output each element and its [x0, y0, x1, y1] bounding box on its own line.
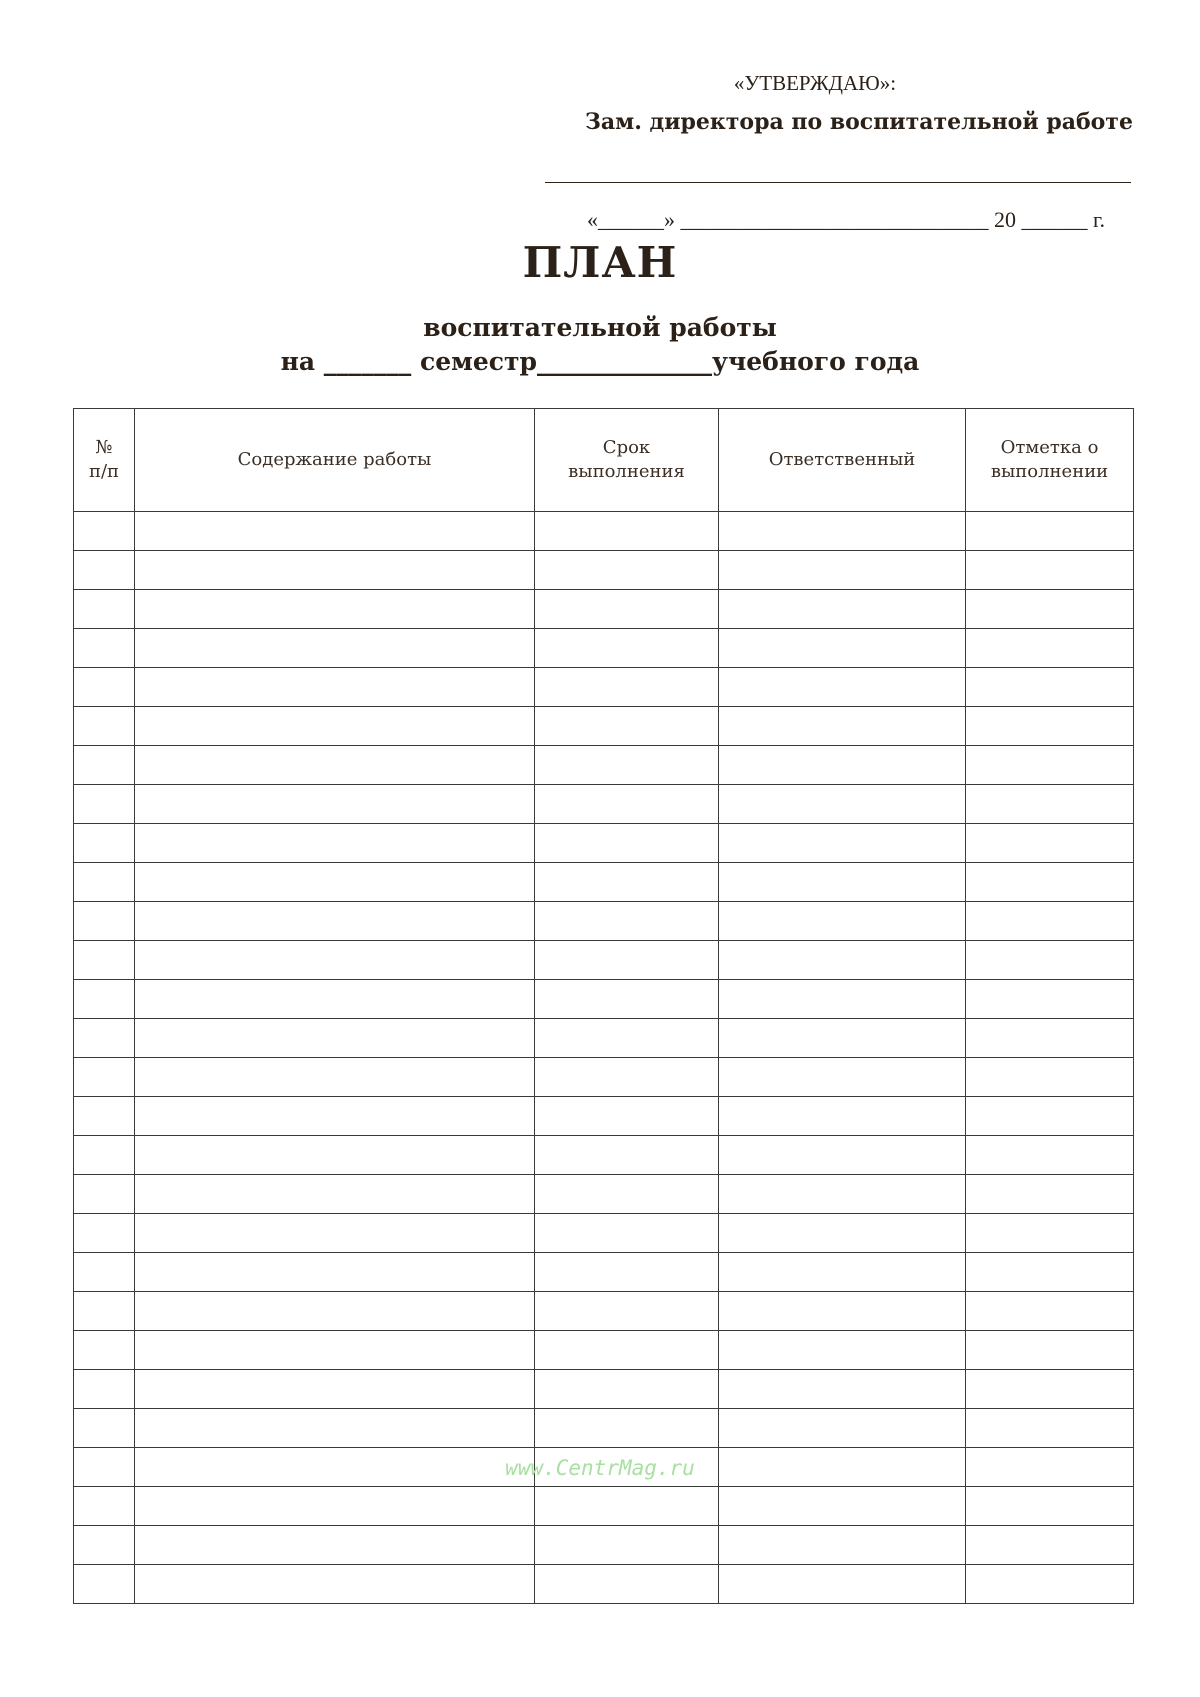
table-row — [74, 941, 1134, 980]
table-cell[interactable] — [74, 1019, 135, 1058]
table-cell[interactable] — [135, 1526, 535, 1565]
table-cell[interactable] — [74, 902, 135, 941]
table-row — [74, 1175, 1134, 1214]
table-cell[interactable] — [719, 590, 966, 629]
table-cell[interactable] — [135, 1214, 535, 1253]
table-cell[interactable] — [535, 1292, 719, 1331]
table-cell[interactable] — [135, 785, 535, 824]
header-number-line1: № — [95, 437, 113, 458]
table-cell[interactable] — [966, 785, 1134, 824]
table-cell[interactable] — [135, 1370, 535, 1409]
table-cell[interactable] — [535, 1565, 719, 1604]
table-cell[interactable] — [535, 785, 719, 824]
table-cell[interactable] — [535, 1097, 719, 1136]
header-mark-line1: Отметка о — [1000, 437, 1099, 458]
table-cell[interactable] — [74, 1253, 135, 1292]
table-cell[interactable] — [74, 707, 135, 746]
table-cell[interactable] — [966, 1487, 1134, 1526]
table-cell[interactable] — [719, 707, 966, 746]
table-cell[interactable] — [966, 512, 1134, 551]
table-cell[interactable] — [966, 668, 1134, 707]
table-row — [74, 980, 1134, 1019]
table-cell[interactable] — [74, 668, 135, 707]
table-cell[interactable] — [719, 1058, 966, 1097]
table-cell[interactable] — [719, 668, 966, 707]
table-cell[interactable] — [74, 551, 135, 590]
table-row — [74, 746, 1134, 785]
table-row — [74, 629, 1134, 668]
table-cell[interactable] — [74, 1526, 135, 1565]
table-cell[interactable] — [535, 551, 719, 590]
table-cell[interactable] — [719, 785, 966, 824]
table-header-row — [74, 409, 1134, 512]
table-cell[interactable] — [719, 746, 966, 785]
table-cell[interactable] — [135, 824, 535, 863]
table-cell[interactable] — [74, 1370, 135, 1409]
table-cell[interactable] — [966, 980, 1134, 1019]
table-cell[interactable] — [966, 1370, 1134, 1409]
table-cell[interactable] — [74, 863, 135, 902]
table-cell[interactable] — [966, 1058, 1134, 1097]
table-cell[interactable] — [135, 1097, 535, 1136]
table-cell[interactable] — [74, 1058, 135, 1097]
watermark: www.CentrMag.ru — [505, 1456, 695, 1480]
table-cell[interactable] — [719, 1565, 966, 1604]
table-row — [74, 785, 1134, 824]
table-cell[interactable] — [135, 746, 535, 785]
table-row — [74, 1292, 1134, 1331]
table-cell[interactable] — [719, 824, 966, 863]
table-cell[interactable] — [74, 785, 135, 824]
table-cell[interactable] — [719, 1097, 966, 1136]
header-number — [74, 409, 135, 512]
table-cell[interactable] — [719, 1136, 966, 1175]
table-cell[interactable] — [74, 1487, 135, 1526]
plan-table — [73, 408, 1134, 1604]
table-row — [74, 1526, 1134, 1565]
table-cell[interactable] — [966, 1097, 1134, 1136]
table-cell[interactable] — [966, 629, 1134, 668]
table-cell[interactable] — [719, 1019, 966, 1058]
table-cell[interactable] — [966, 863, 1134, 902]
table-cell[interactable] — [966, 1565, 1134, 1604]
table-cell[interactable] — [719, 902, 966, 941]
approval-position: Зам. директора по воспитательной работе — [585, 109, 1133, 135]
header-responsible: Ответственный — [719, 409, 966, 512]
table-cell[interactable] — [966, 1175, 1134, 1214]
table-cell[interactable] — [719, 512, 966, 551]
table-row — [74, 707, 1134, 746]
header-content: Содержание работы — [135, 409, 535, 512]
table-cell[interactable] — [966, 902, 1134, 941]
table-cell[interactable] — [535, 1175, 719, 1214]
table-row — [74, 1136, 1134, 1175]
table-cell[interactable] — [74, 1565, 135, 1604]
table-cell[interactable] — [74, 1409, 135, 1448]
table-cell[interactable] — [719, 1214, 966, 1253]
table-cell[interactable] — [74, 512, 135, 551]
table-cell[interactable] — [535, 902, 719, 941]
table-cell[interactable] — [135, 1058, 535, 1097]
table-cell[interactable] — [719, 1292, 966, 1331]
table-cell[interactable] — [719, 941, 966, 980]
table-cell[interactable] — [535, 707, 719, 746]
table-cell[interactable] — [135, 512, 535, 551]
table-row — [74, 551, 1134, 590]
table-cell[interactable] — [966, 590, 1134, 629]
table-cell[interactable] — [74, 629, 135, 668]
table-cell[interactable] — [135, 1487, 535, 1526]
table-cell[interactable] — [966, 824, 1134, 863]
table-cell[interactable] — [135, 1136, 535, 1175]
table-cell[interactable] — [966, 746, 1134, 785]
table-cell[interactable] — [74, 1136, 135, 1175]
table-cell[interactable] — [719, 1370, 966, 1409]
table-cell[interactable] — [535, 1058, 719, 1097]
table-cell[interactable] — [966, 941, 1134, 980]
table-cell[interactable] — [719, 1409, 966, 1448]
table-cell[interactable] — [535, 863, 719, 902]
table-cell[interactable] — [74, 1331, 135, 1370]
table-cell[interactable] — [535, 746, 719, 785]
table-cell[interactable] — [535, 668, 719, 707]
table-row — [74, 1253, 1134, 1292]
header-mark — [966, 409, 1134, 512]
table-cell[interactable] — [535, 1019, 719, 1058]
document-subtitle: воспитательной работы — [423, 313, 777, 342]
table-cell[interactable] — [535, 629, 719, 668]
table-cell[interactable] — [719, 1331, 966, 1370]
table-cell[interactable] — [135, 1292, 535, 1331]
table-cell[interactable] — [74, 1214, 135, 1253]
table-cell[interactable] — [535, 980, 719, 1019]
table-row — [74, 512, 1134, 551]
table-cell[interactable] — [135, 1175, 535, 1214]
table-cell[interactable] — [535, 1409, 719, 1448]
table-cell[interactable] — [535, 824, 719, 863]
table-cell[interactable] — [135, 1331, 535, 1370]
table-row — [74, 668, 1134, 707]
table-cell[interactable] — [966, 1409, 1134, 1448]
table-cell[interactable] — [966, 1136, 1134, 1175]
table-cell[interactable] — [966, 707, 1134, 746]
table-cell[interactable] — [719, 1253, 966, 1292]
approval-date-line: «______» ____________________________ 20 ______ г. — [587, 207, 1106, 232]
table-cell[interactable] — [135, 1253, 535, 1292]
semester-line: на _______ семестр______________учебного года — [280, 347, 920, 376]
table-row — [74, 1097, 1134, 1136]
table-cell[interactable] — [135, 707, 535, 746]
table-cell[interactable] — [135, 1565, 535, 1604]
table-body — [74, 512, 1134, 1604]
table-cell[interactable] — [74, 824, 135, 863]
table-cell[interactable] — [135, 941, 535, 980]
table-cell[interactable] — [719, 980, 966, 1019]
table-row — [74, 863, 1134, 902]
table-cell[interactable] — [535, 1526, 719, 1565]
table-row — [74, 1019, 1134, 1058]
header-deadline-line2: выполнения — [568, 461, 685, 482]
table-cell[interactable] — [719, 863, 966, 902]
table-cell[interactable] — [535, 1253, 719, 1292]
table-row — [74, 590, 1134, 629]
table-cell[interactable] — [535, 590, 719, 629]
table-row — [74, 1565, 1134, 1604]
header-deadline-line1: Срок — [602, 437, 651, 458]
table-cell[interactable] — [74, 590, 135, 629]
table-row — [74, 1058, 1134, 1097]
table-cell[interactable] — [74, 1175, 135, 1214]
table-cell[interactable] — [966, 1253, 1134, 1292]
table-cell[interactable] — [719, 629, 966, 668]
table-cell[interactable] — [719, 1175, 966, 1214]
table-cell[interactable] — [966, 551, 1134, 590]
approval-heading: «УТВЕРЖДАЮ»: — [733, 71, 897, 95]
table-cell[interactable] — [135, 1019, 535, 1058]
table-row — [74, 1331, 1134, 1370]
table-cell[interactable] — [535, 1370, 719, 1409]
signature-line — [545, 182, 1131, 183]
document-title: ПЛАН — [522, 238, 678, 287]
table-cell[interactable] — [74, 746, 135, 785]
header-number-line2: п/п — [88, 461, 120, 482]
table-cell[interactable] — [135, 980, 535, 1019]
table-cell[interactable] — [719, 1487, 966, 1526]
table-cell[interactable] — [74, 1292, 135, 1331]
table-cell[interactable] — [966, 1331, 1134, 1370]
table-row — [74, 902, 1134, 941]
table-cell[interactable] — [135, 902, 535, 941]
table-cell[interactable] — [74, 1097, 135, 1136]
table-cell[interactable] — [966, 1292, 1134, 1331]
table-cell[interactable] — [135, 668, 535, 707]
table-cell[interactable] — [535, 1214, 719, 1253]
table-cell[interactable] — [719, 551, 966, 590]
table-cell[interactable] — [966, 1526, 1134, 1565]
header-mark-line2: выполнении — [990, 461, 1109, 482]
table-cell[interactable] — [135, 1409, 535, 1448]
table-cell[interactable] — [135, 551, 535, 590]
table-cell[interactable] — [966, 1019, 1134, 1058]
table-cell[interactable] — [135, 590, 535, 629]
table-cell[interactable] — [719, 1526, 966, 1565]
table-cell[interactable] — [535, 1136, 719, 1175]
header-deadline — [535, 409, 719, 512]
table-cell[interactable] — [135, 863, 535, 902]
table-cell[interactable] — [535, 1487, 719, 1526]
table-cell[interactable] — [74, 980, 135, 1019]
table-row — [74, 1370, 1134, 1409]
table-row — [74, 1214, 1134, 1253]
table-cell[interactable] — [135, 629, 535, 668]
table-cell[interactable] — [535, 512, 719, 551]
table-row — [74, 824, 1134, 863]
table-cell[interactable] — [535, 941, 719, 980]
table-cell[interactable] — [535, 1331, 719, 1370]
table-row — [74, 1487, 1134, 1526]
table-cell[interactable] — [74, 941, 135, 980]
table-cell[interactable] — [966, 1214, 1134, 1253]
table-row — [74, 1409, 1134, 1448]
